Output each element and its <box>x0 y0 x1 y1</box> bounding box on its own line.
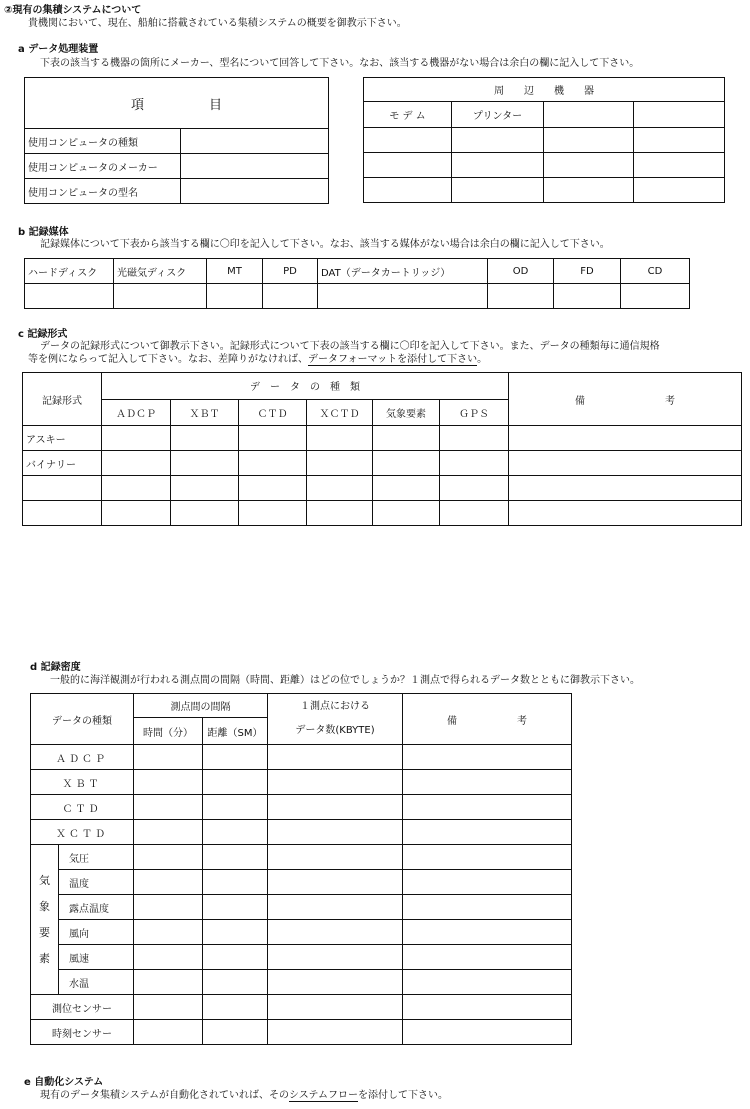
row-xctd: ＸＣＴＤ <box>31 820 134 845</box>
format-cell[interactable] <box>440 501 509 526</box>
format-cell[interactable] <box>307 501 373 526</box>
media-cell[interactable] <box>207 284 263 309</box>
col-cd: CD <box>621 259 690 284</box>
col-fd: FD <box>554 259 621 284</box>
col-dat: DAT（データカートリッジ） <box>318 259 488 284</box>
distance-cell[interactable] <box>203 995 268 1020</box>
section-d-title: d 記録密度 <box>30 662 81 673</box>
equipment-items-table <box>24 77 329 204</box>
data-types-header: デ ー タ の 種 類 <box>102 373 509 400</box>
format-cell[interactable] <box>307 476 373 501</box>
item-computer-maker: 使用コンピュータのメーカー <box>25 154 181 179</box>
format-cell[interactable] <box>171 451 239 476</box>
format-cell[interactable] <box>373 476 440 501</box>
data-count-cell[interactable] <box>268 870 403 895</box>
answer-cell[interactable] <box>544 178 634 203</box>
answer-cell[interactable] <box>452 178 544 203</box>
row-dew-point: 露点温度 <box>59 895 134 920</box>
section-b-desc: 記録媒体について下表から該当する欄に〇印を記入して下さい。なお、該当する媒体がない場合は余白の欄に記入して下さい。 <box>40 239 610 250</box>
blank-row-label[interactable] <box>23 501 102 526</box>
row-wind-speed: 風速 <box>59 945 134 970</box>
remarks-cell[interactable] <box>403 845 572 870</box>
section-e-title: e 自動化システム <box>24 1077 104 1088</box>
col-od: OD <box>488 259 554 284</box>
answer-cell[interactable] <box>364 153 452 178</box>
media-cell[interactable] <box>318 284 488 309</box>
answer-cell[interactable] <box>364 178 452 203</box>
row-ctd: ＣＴＤ <box>31 795 134 820</box>
format-cell[interactable] <box>373 501 440 526</box>
format-cell[interactable] <box>440 426 509 451</box>
answer-cell[interactable] <box>181 129 329 154</box>
media-cell[interactable] <box>488 284 554 309</box>
remarks-cell[interactable] <box>403 970 572 995</box>
format-table <box>22 372 742 526</box>
distance-cell[interactable] <box>203 970 268 995</box>
time-cell[interactable] <box>134 920 203 945</box>
data-count-cell[interactable] <box>268 970 403 995</box>
answer-cell[interactable] <box>364 128 452 153</box>
distance-cell[interactable] <box>203 920 268 945</box>
remarks-cell[interactable] <box>403 870 572 895</box>
section-a-desc: 下表の該当する機器の箇所にメーカー、型名について回答して下さい。なお、該当する機器がない場合は余白の欄に記入して下さい。 <box>40 58 640 69</box>
distance-cell[interactable] <box>203 845 268 870</box>
time-cell[interactable] <box>134 945 203 970</box>
time-cell[interactable] <box>134 995 203 1020</box>
answer-cell[interactable] <box>634 128 725 153</box>
answer-cell[interactable] <box>181 179 329 204</box>
intro-text: 貴機関において、現在、船舶に搭載されている集積システムの概要を御教示下さい。 <box>28 18 407 29</box>
format-cell[interactable] <box>440 476 509 501</box>
row-wind-direction: 風向 <box>59 920 134 945</box>
remarks-cell[interactable] <box>509 451 742 476</box>
distance-header: 距離（SM） <box>203 718 268 745</box>
format-cell[interactable] <box>239 476 307 501</box>
remarks-cell[interactable] <box>403 820 572 845</box>
media-cell[interactable] <box>554 284 621 309</box>
remarks-cell[interactable] <box>509 426 742 451</box>
answer-cell[interactable] <box>544 153 634 178</box>
distance-cell[interactable] <box>203 895 268 920</box>
format-cell[interactable] <box>171 476 239 501</box>
col-ctd: ＣＴＤ <box>239 399 307 426</box>
weather-group-label: 気 象 要 素 <box>31 845 59 995</box>
answer-cell[interactable] <box>634 178 725 203</box>
row-binary: バイナリー <box>23 451 102 476</box>
section-c-desc1: データの記録形式について御教示下さい。記録形式について下表の該当する欄に〇印を記入して下さい。また、データの種類毎に通信規格 <box>40 341 660 352</box>
answer-cell[interactable] <box>544 128 634 153</box>
col-pd: PD <box>263 259 318 284</box>
per-point-header: １測点における データ数(KBYTE) <box>268 694 403 745</box>
data-count-cell[interactable] <box>268 820 403 845</box>
row-temperature: 温度 <box>59 870 134 895</box>
remarks-cell[interactable] <box>403 745 572 770</box>
row-pressure: 気圧 <box>59 845 134 870</box>
answer-cell[interactable] <box>181 154 329 179</box>
format-cell[interactable] <box>239 451 307 476</box>
data-count-cell[interactable] <box>268 1020 403 1045</box>
format-cell[interactable] <box>102 501 171 526</box>
remarks-cell[interactable] <box>403 1020 572 1045</box>
section-d-desc: 一般的に海洋観測が行われる測点間の間隔（時間、距離）はどの位でしょうか？１測点で得られるデータ数とともに御教示下さい。 <box>50 675 640 686</box>
distance-cell[interactable] <box>203 795 268 820</box>
format-cell[interactable] <box>307 451 373 476</box>
section-title: ②現有の集積システムについて <box>4 5 142 16</box>
media-cell[interactable] <box>621 284 690 309</box>
row-adcp: ＡＤＣＰ <box>31 745 134 770</box>
section-a-title: a データ処理装置 <box>18 44 99 55</box>
col-mo-disk: 光磁気ディスク <box>114 259 207 284</box>
col-printer: プリンター <box>452 102 544 128</box>
row-ascii: アスキー <box>23 426 102 451</box>
section-b-title: b 記録媒体 <box>18 227 69 238</box>
format-cell[interactable] <box>102 426 171 451</box>
data-count-cell[interactable] <box>268 895 403 920</box>
format-cell[interactable] <box>171 426 239 451</box>
col-adcp: ＡＤＣＰ <box>102 399 171 426</box>
row-time-sensor: 時刻センサー <box>31 1020 134 1045</box>
format-cell[interactable] <box>373 426 440 451</box>
remarks-cell[interactable] <box>403 995 572 1020</box>
remarks-cell[interactable] <box>509 501 742 526</box>
media-table <box>24 258 690 309</box>
data-count-cell[interactable] <box>268 795 403 820</box>
time-cell[interactable] <box>134 820 203 845</box>
data-count-cell[interactable] <box>268 945 403 970</box>
section-e-desc: 現有のデータ集積システムが自動化されていれば、そのシステムフローを添付して下さい。 <box>40 1090 448 1101</box>
blank-col[interactable] <box>544 102 634 128</box>
row-xbt: ＸＢＴ <box>31 770 134 795</box>
remarks-cell[interactable] <box>403 770 572 795</box>
format-cell[interactable] <box>307 426 373 451</box>
section-c-desc2: 等を例にならって記入して下さい。なお、差障りがなければ、データフォーマットを添付して下さい。 <box>28 354 488 365</box>
col-xctd: ＸＣＴＤ <box>307 399 373 426</box>
format-cell[interactable] <box>102 476 171 501</box>
format-header: 記録形式 <box>23 373 102 426</box>
data-count-cell[interactable] <box>268 995 403 1020</box>
distance-cell[interactable] <box>203 945 268 970</box>
time-cell[interactable] <box>134 845 203 870</box>
col-hard-disk: ハードディスク <box>25 259 114 284</box>
col-modem: モ デ ム <box>364 102 452 128</box>
format-cell[interactable] <box>239 426 307 451</box>
distance-cell[interactable] <box>203 770 268 795</box>
data-count-cell[interactable] <box>268 745 403 770</box>
distance-cell[interactable] <box>203 870 268 895</box>
time-cell[interactable] <box>134 770 203 795</box>
data-count-cell[interactable] <box>268 845 403 870</box>
density-table <box>30 693 572 1045</box>
attach-format-note: データフォーマットを添付して下さい <box>308 354 478 365</box>
distance-cell[interactable] <box>203 1020 268 1045</box>
distance-cell[interactable] <box>203 745 268 770</box>
col-xbt: ＸＢＴ <box>171 399 239 426</box>
format-cell[interactable] <box>239 501 307 526</box>
format-cell[interactable] <box>171 501 239 526</box>
time-header: 時間（分） <box>134 718 203 745</box>
section-c-title: c 記録形式 <box>18 329 68 340</box>
media-cell[interactable] <box>263 284 318 309</box>
interval-header: 測点間の間隔 <box>134 694 268 718</box>
row-water-temp: 水温 <box>59 970 134 995</box>
row-position-sensor: 測位センサー <box>31 995 134 1020</box>
data-type-header: データの種類 <box>31 694 134 745</box>
remarks-cell[interactable] <box>403 795 572 820</box>
col-gps: ＧＰＳ <box>440 399 509 426</box>
item-computer-model: 使用コンピュータの型名 <box>25 179 181 204</box>
time-cell[interactable] <box>134 1020 203 1045</box>
attach-system-flow-note: システムフロー <box>289 1090 358 1101</box>
time-cell[interactable] <box>134 970 203 995</box>
media-cell[interactable] <box>114 284 207 309</box>
data-count-cell[interactable] <box>268 770 403 795</box>
answer-cell[interactable] <box>452 153 544 178</box>
peripherals-table <box>363 77 725 203</box>
format-cell[interactable] <box>373 451 440 476</box>
media-cell[interactable] <box>25 284 114 309</box>
data-count-cell[interactable] <box>268 920 403 945</box>
distance-cell[interactable] <box>203 820 268 845</box>
remarks-cell[interactable] <box>509 476 742 501</box>
col-weather: 気象要素 <box>373 399 440 426</box>
format-cell[interactable] <box>102 451 171 476</box>
remarks-header: 備 考 <box>509 373 742 426</box>
time-cell[interactable] <box>134 745 203 770</box>
col-mt: MT <box>207 259 263 284</box>
blank-col[interactable] <box>634 102 725 128</box>
blank-row-label[interactable] <box>23 476 102 501</box>
time-cell[interactable] <box>134 870 203 895</box>
remarks-cell[interactable] <box>403 945 572 970</box>
remarks-header: 備 考 <box>403 694 572 745</box>
peripherals-header: 周 辺 機 器 <box>364 78 725 102</box>
remarks-cell[interactable] <box>403 895 572 920</box>
answer-cell[interactable] <box>634 153 725 178</box>
item-computer-type: 使用コンピュータの種類 <box>25 129 181 154</box>
items-header: 項 目 <box>25 78 329 129</box>
remarks-cell[interactable] <box>403 920 572 945</box>
time-cell[interactable] <box>134 795 203 820</box>
time-cell[interactable] <box>134 895 203 920</box>
answer-cell[interactable] <box>452 128 544 153</box>
format-cell[interactable] <box>440 451 509 476</box>
